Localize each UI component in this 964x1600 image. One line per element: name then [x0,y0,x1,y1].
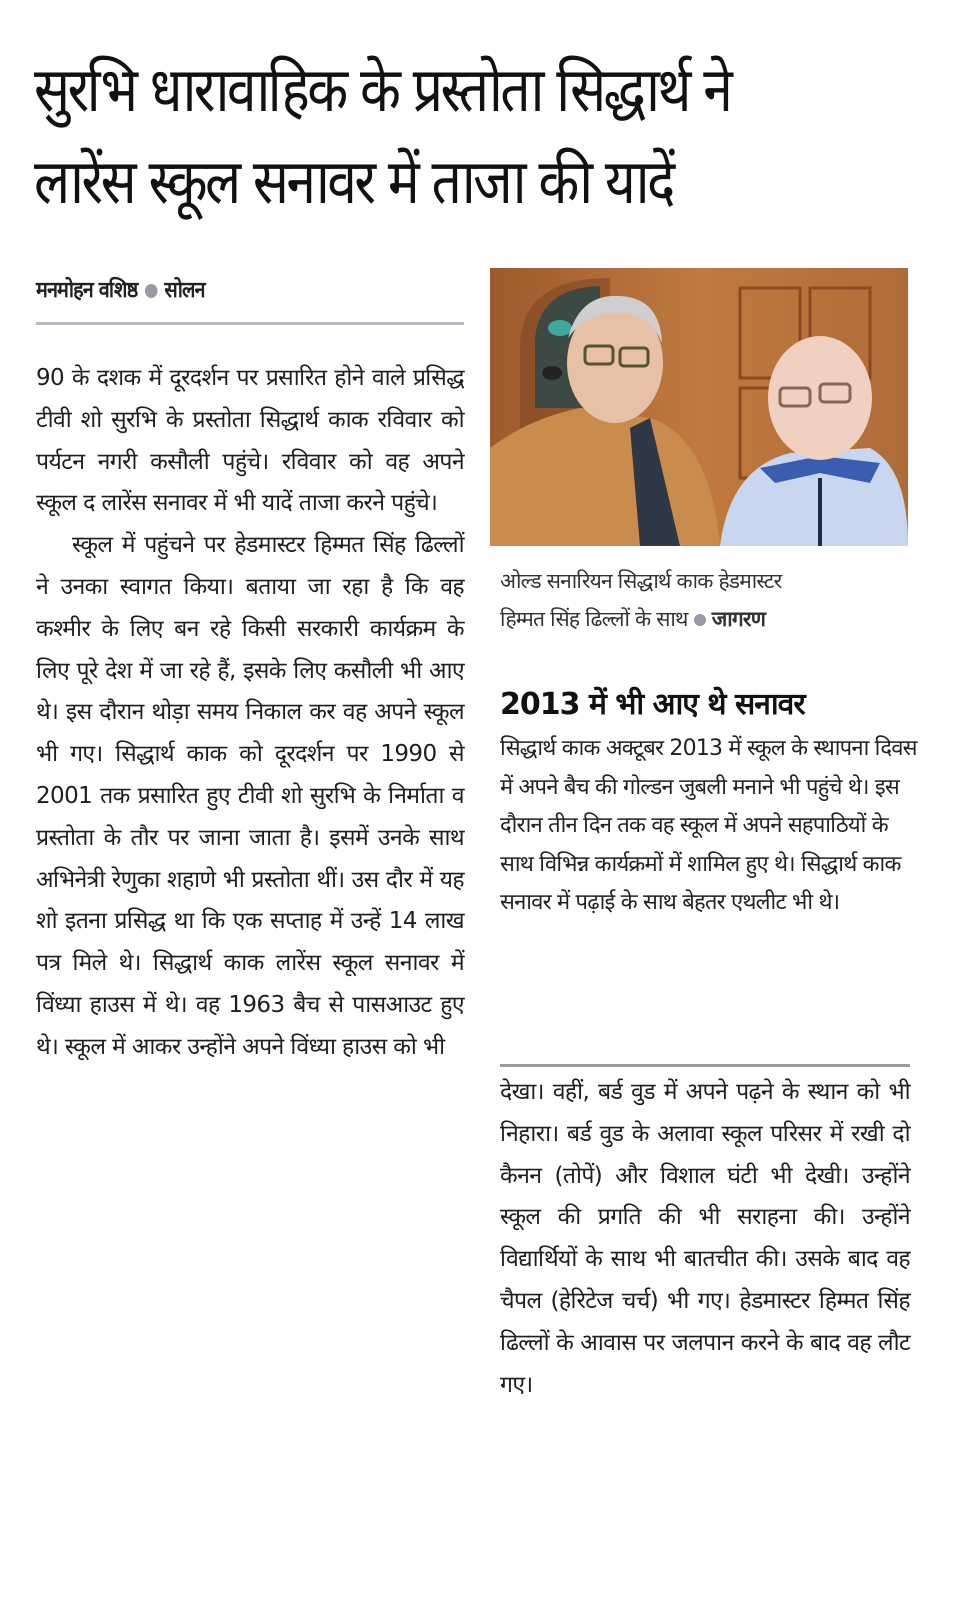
byline [36,274,414,304]
article-continuation: देखा। वहीं, बर्ड वुड में अपने पढ़ने के स्थान को भी निहारा। बर्ड वुड के अलावा स्कूल परिसर में रखी दो कैनन (तोपें) और विशाल घंटी भी देखी। उन्होंने स्कूल की प्रगति की भी सराहना की। उन्होंने विद्यार्थियों के साथ भी बातचीत की। उसके बाद वह चैपल (हेरिटेज चर्च) भी गए। हेडमास्टर हिम्मत सिंह ढिल्लों के आवास पर जलपान करने के बाद वह लौट गए। [500,1079,910,1398]
sidebar-divider [500,1064,910,1067]
bullet-dot-icon [694,614,706,626]
article-paragraph-1: 90 के दशक में दूरदर्शन पर प्रसारित होने वाले प्रसिद्ध टीवी शो सुरभि के प्रस्तोता सिद्धार्थ काक रविवार को पर्यटन नगरी कसौली पहुंचे। रविवार को वह अपने स्कूल द लारेंस सनावर में भी यादें ताजा करने पहुंचे। [36,365,464,517]
headline [34,44,808,228]
byline-location: सोलन [164,278,205,303]
article-body-right [500,1072,910,1406]
photo-credit: जागरण [711,607,766,631]
caption-line-2: हिम्मत सिंह ढिल्लों के साथ [500,607,688,631]
article-paragraph-2: स्कूल में पहुंचने पर हेडमास्टर हिम्मत सिंह ढिल्लों ने उनका स्वागत किया। बताया जा रहा है कि वह कश्मीर के लिए बन रहे किसी सरकारी कार्यक्रम के लिए पूरे देश में जा रहे हैं, इसके लिए कसौली भी आए थे। इस दौरान थोड़ा समय निकाल कर वह अपने स्कूल भी गए। सिद्धार्थ काक को दूरदर्शन पर 1990 से 2001 तक प्रसारित हुए टीवी शो सुरभि के निर्माता व प्रस्तोता के तौर पर जाना जाता है। इसमें उनके साथ अभिनेत्री रेणुका शहाणे भी प्रस्तोता थीं। उस दौर में यह शो इतना प्रसिद्ध था कि एक सप्ताह में उन्हें 14 लाख पत्र मिले थे। सिद्धार्थ काक लारेंस स्कूल सनावर में विंध्या हाउस में थे। वह 1963 बैच से पासआउट हुए थे। स्कूल में आकर उन्होंने अपने विंध्या हाउस को भी [36,532,464,1060]
headline-line-1: सुरभि धारावाहिक के प्रस्तोता सिद्धार्थ ने [34,53,731,126]
article-body-left [36,358,464,1069]
sidebar-title: 2013 में भी आए थे सनावर [500,687,805,722]
news-photo [490,268,908,546]
bullet-dot-icon [145,284,158,298]
photo-caption [500,562,920,638]
byline-divider [36,322,464,325]
byline-author: मनमोहन वशिष्ठ [36,278,138,303]
sidebar-text [500,730,920,923]
headline-line-2: लारेंस स्कूल सनावर में ताजा की यादें [34,145,673,218]
photo-illustration [490,268,908,546]
sidebar-paragraph: सिद्धार्थ काक अक्टूबर 2013 में स्कूल के स्थापना दिवस में अपने बैच की गोल्डन जुबली मनाने भी पहुंचे थे। इस दौरान तीन दिन तक वह स्कूल में अपने सहपाठियों के साथ विभिन्न कार्यक्रमों में शामिल हुए थे। सिद्धार्थ काक सनावर में पढ़ाई के साथ बेहतर एथलीट भी थे। [500,736,917,915]
caption-line-1: ओल्ड सनारियन सिद्धार्थ काक हेडमास्टर [500,569,782,593]
